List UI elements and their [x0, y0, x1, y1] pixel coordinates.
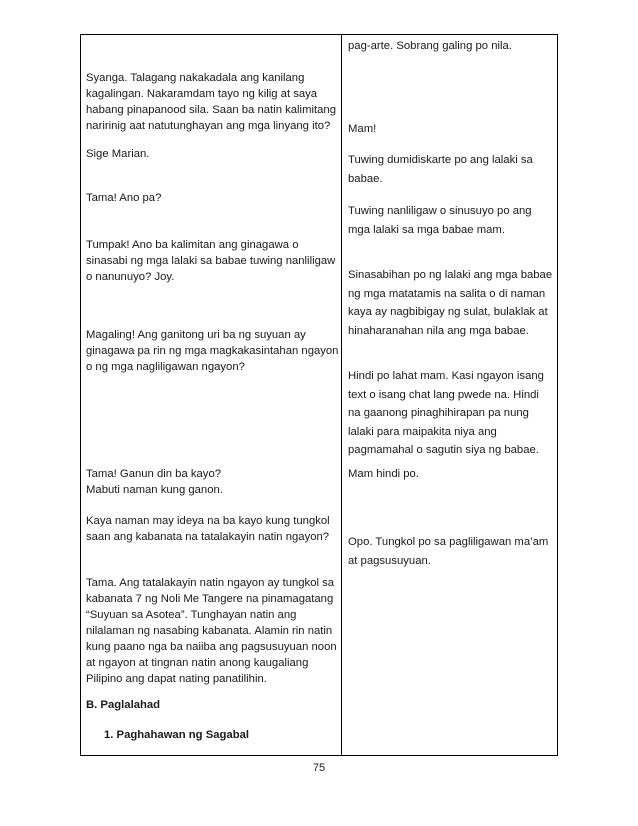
text-line: o nanunuyo? Joy. [86, 271, 175, 283]
student-line [348, 533, 548, 570]
text-line: babae. [348, 172, 383, 185]
student-line [348, 202, 532, 239]
text-line: Syanga. Talagang nakakadala ang kanilang [86, 72, 305, 84]
teacher-line [86, 190, 161, 206]
text-line: kagalingan. Nakaramdam tayo ng kilig at saya [86, 88, 318, 100]
student-line [348, 465, 419, 484]
text-line: lalaki para maipakita niya ang [348, 425, 497, 438]
text-line: B. Paglalahad [86, 699, 161, 711]
text-line: Mam hindi po. [348, 468, 419, 480]
text-line: Tama! Ano pa? [86, 192, 162, 204]
text-line: at ngayon at tingnan natin anong kaugaliang [86, 657, 309, 669]
text-line: Sige Marian. [86, 148, 150, 160]
text-line: naririnig aat natutunghayan ang mga linyang ito? [86, 120, 331, 132]
text-line: Sinasabihan po ng lalaki ang mga babae [348, 269, 553, 281]
text-line: pagmamahal o sagutin siya ng babae. [348, 444, 539, 456]
numbered-item [104, 727, 249, 743]
text-line: mga lalaki sa mga babae mam. [348, 223, 505, 236]
text-line: Mam! [348, 123, 377, 135]
text-line: pag-arte. Sobrang galing po nila. [348, 40, 512, 52]
teacher-line [86, 327, 338, 375]
column-divider [341, 34, 342, 756]
teacher-line [86, 513, 330, 545]
text-line: Magaling! Ang ganitong uri ba ng suyuan ay [86, 329, 306, 341]
text-line: Kaya naman may ideya na ba kayo kung tungkol [86, 515, 330, 527]
student-line [348, 37, 512, 56]
text-line: at pagsusuyuan. [348, 554, 431, 567]
text-line: Tuwing nanliligaw o sinusuyo po ang [348, 205, 532, 217]
text-line: Opo. Tungkol po sa pagliligawan ma’am [348, 536, 549, 548]
teacher-line [86, 70, 336, 134]
teacher-line [86, 466, 223, 498]
text-line: “Suyuan sa Asotea”. Tunghayan natin ang [86, 609, 297, 621]
teacher-line [86, 146, 149, 162]
text-line: kabanata 7 ng Noli Me Tangere na pinamagatang [86, 593, 334, 605]
text-line: habang pinapanood sila. Saan ba natin kalimitang [86, 104, 336, 116]
text-line: o ng mga nagliligawan ngayon? [86, 361, 245, 373]
text-line: ginagawa pa rin ng mga magkakasintahan ngayon [86, 345, 339, 357]
text-line: sinasabi ng mga lalaki sa babae tuwing nanliligaw [86, 255, 336, 267]
text-line: text o isang chat lang pwede na. Hindi [348, 388, 539, 401]
text-line: Tama! Ganun din ba kayo? [86, 468, 222, 480]
text-line: Tumpak! Ano ba kalimitan ang ginagawa o [86, 239, 299, 251]
text-line: saan ang kabanata na tatalakayin natin ngayon? [86, 531, 330, 543]
text-line: Mabuti naman kung ganon. [86, 484, 223, 496]
text-line: kung paano nga ba naiiba ang pagsusuyuan noon [86, 641, 337, 653]
student-line [348, 367, 544, 460]
text-line: hinaharanahan nila ang mga babae. [348, 324, 529, 337]
text-line: 1. Paghahawan ng Sagabal [104, 729, 250, 741]
section-heading [86, 697, 160, 713]
student-line [348, 266, 552, 340]
text-line: kaya ay nagbibigay ng sulat, bulaklak at [348, 306, 548, 318]
teacher-line [86, 237, 335, 285]
text-line: Tama. Ang tatalakayin natin ngayon ay tungkol sa [86, 577, 335, 589]
text-line: na gaanong pinaghihirapan pa nung [348, 407, 529, 419]
page-number: 75 [312, 762, 326, 774]
student-line [348, 120, 376, 139]
text-line: ng mga matatamis na salita o di naman [348, 287, 546, 300]
text-line: Tuwing dumidiskarte po ang lalaki sa [348, 154, 533, 166]
student-line [348, 151, 533, 188]
text-line: nilalaman ng nasabing kabanata. Alamin rin natin [86, 625, 333, 637]
teacher-line [86, 575, 337, 687]
text-line: Hindi po lahat mam. Kasi ngayon isang [348, 370, 544, 382]
text-line: Pilipino ang dapat nating panatilihin. [86, 673, 267, 685]
